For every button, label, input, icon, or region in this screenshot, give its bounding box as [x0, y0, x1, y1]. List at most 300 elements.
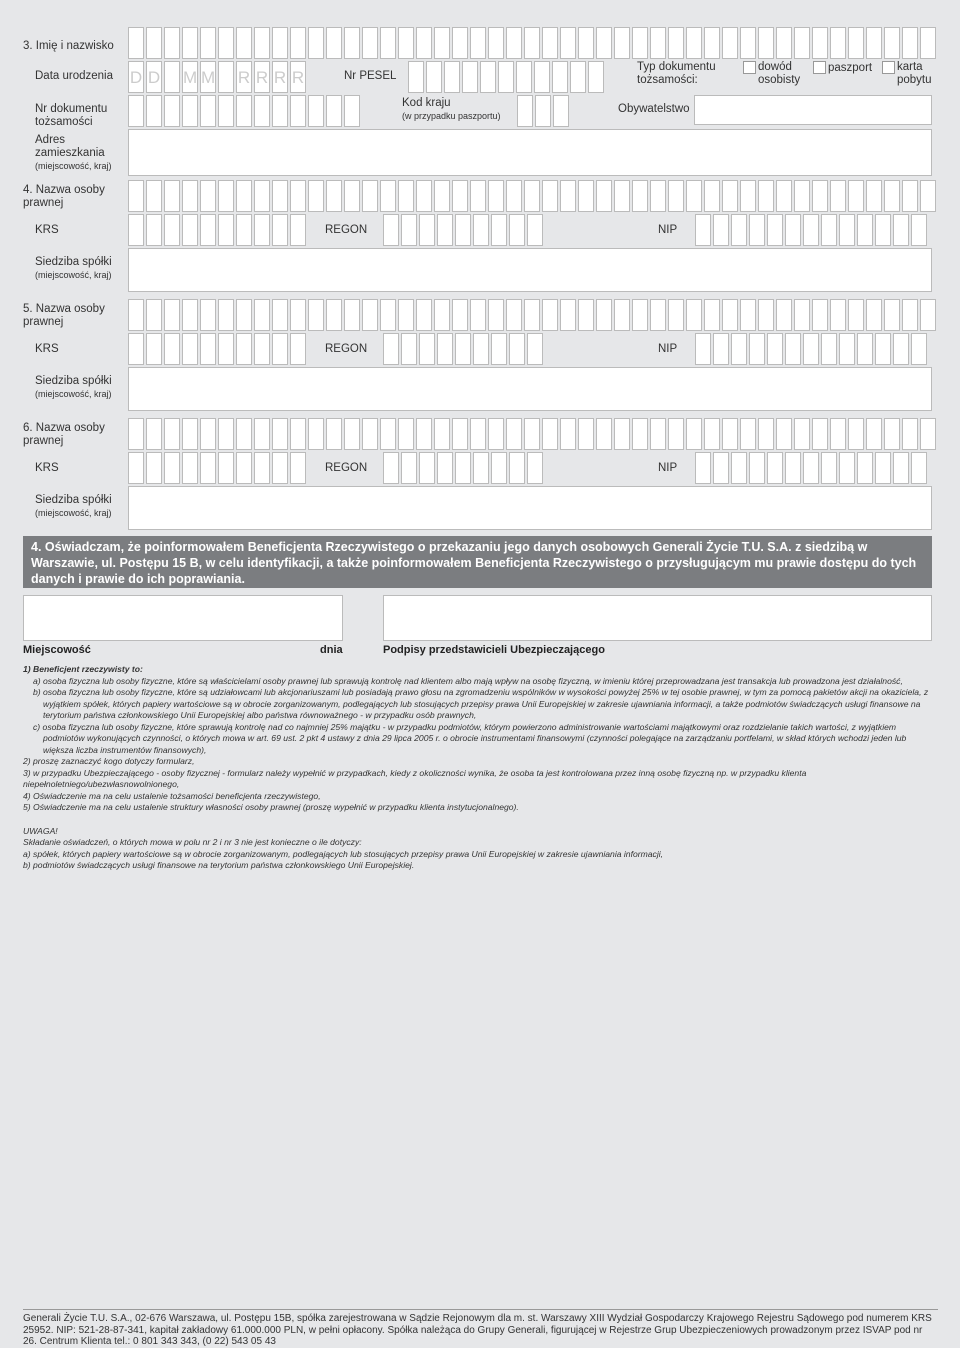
input-cell[interactable] [128, 418, 144, 450]
input-cell[interactable] [416, 299, 432, 331]
input-cell[interactable] [362, 299, 378, 331]
input-cell[interactable] [650, 27, 666, 59]
input-cell[interactable] [527, 452, 543, 484]
input-cell[interactable]: R [272, 61, 288, 93]
input-cell[interactable] [686, 299, 702, 331]
input-cell[interactable] [722, 27, 738, 59]
input-cell[interactable] [749, 452, 765, 484]
input-cell[interactable] [650, 418, 666, 450]
input-cell[interactable] [509, 452, 525, 484]
input-cell[interactable] [480, 61, 496, 93]
input-cell[interactable] [473, 214, 489, 246]
entity-name-cells[interactable] [128, 299, 938, 331]
input-cell[interactable] [383, 452, 399, 484]
input-cell[interactable] [542, 27, 558, 59]
input-cell[interactable] [416, 27, 432, 59]
input-cell[interactable] [731, 214, 747, 246]
input-cell[interactable] [893, 214, 909, 246]
input-cell[interactable] [542, 418, 558, 450]
seat-field[interactable] [128, 248, 932, 292]
input-cell[interactable] [498, 61, 514, 93]
input-cell[interactable] [570, 61, 586, 93]
input-cell[interactable] [596, 299, 612, 331]
input-cell[interactable] [803, 452, 819, 484]
input-cell[interactable] [362, 418, 378, 450]
input-cell[interactable] [686, 418, 702, 450]
input-cell[interactable] [437, 452, 453, 484]
input-cell[interactable] [524, 180, 540, 212]
input-cell[interactable] [713, 452, 729, 484]
pesel-cells[interactable] [408, 61, 606, 93]
input-cell[interactable] [578, 180, 594, 212]
input-cell[interactable] [830, 180, 846, 212]
input-cell[interactable] [488, 180, 504, 212]
input-cell[interactable] [875, 214, 891, 246]
input-cell[interactable] [182, 418, 198, 450]
input-cell[interactable] [524, 418, 540, 450]
input-cell[interactable] [146, 180, 162, 212]
input-cell[interactable] [848, 180, 864, 212]
input-cell[interactable] [362, 27, 378, 59]
input-cell[interactable] [452, 180, 468, 212]
input-cell[interactable] [812, 299, 828, 331]
input-cell[interactable] [272, 418, 288, 450]
input-cell[interactable] [488, 299, 504, 331]
input-cell[interactable] [182, 299, 198, 331]
input-cell[interactable] [200, 452, 216, 484]
input-cell[interactable] [821, 214, 837, 246]
input-cell[interactable] [767, 333, 783, 365]
input-cell[interactable] [236, 95, 252, 127]
input-cell[interactable] [200, 333, 216, 365]
input-cell[interactable] [254, 214, 270, 246]
input-cell[interactable]: R [254, 61, 270, 93]
input-cell[interactable] [776, 180, 792, 212]
input-cell[interactable] [326, 95, 342, 127]
input-cell[interactable] [434, 180, 450, 212]
input-cell[interactable] [695, 214, 711, 246]
entity-name-cells[interactable] [128, 418, 938, 450]
input-cell[interactable] [614, 27, 630, 59]
input-cell[interactable] [902, 299, 918, 331]
input-cell[interactable] [470, 27, 486, 59]
checkbox-passport[interactable] [813, 61, 826, 74]
input-cell[interactable] [668, 299, 684, 331]
input-cell[interactable] [200, 95, 216, 127]
input-cell[interactable] [902, 418, 918, 450]
input-cell[interactable] [164, 27, 180, 59]
input-cell[interactable] [146, 418, 162, 450]
input-cell[interactable] [884, 180, 900, 212]
input-cell[interactable] [344, 418, 360, 450]
input-cell[interactable] [488, 418, 504, 450]
input-cell[interactable] [128, 214, 144, 246]
input-cell[interactable] [848, 27, 864, 59]
input-cell[interactable] [839, 452, 855, 484]
input-cell[interactable] [542, 180, 558, 212]
input-cell[interactable] [182, 452, 198, 484]
input-cell[interactable] [686, 180, 702, 212]
input-cell[interactable]: M [200, 61, 216, 93]
input-cell[interactable] [731, 333, 747, 365]
input-cell[interactable] [182, 180, 198, 212]
input-cell[interactable] [668, 180, 684, 212]
input-cell[interactable] [803, 214, 819, 246]
input-cell[interactable] [401, 452, 417, 484]
input-cell[interactable] [920, 418, 936, 450]
input-cell[interactable] [776, 418, 792, 450]
input-cell[interactable] [596, 418, 612, 450]
input-cell[interactable] [866, 27, 882, 59]
input-cell[interactable] [588, 61, 604, 93]
input-cell[interactable] [218, 299, 234, 331]
input-cell[interactable] [452, 299, 468, 331]
input-cell[interactable] [326, 299, 342, 331]
input-cell[interactable] [632, 27, 648, 59]
input-cell[interactable] [812, 180, 828, 212]
input-cell[interactable] [506, 299, 522, 331]
input-cell[interactable] [758, 27, 774, 59]
input-cell[interactable] [308, 180, 324, 212]
input-cell[interactable]: D [146, 61, 162, 93]
input-cell[interactable] [182, 214, 198, 246]
input-cell[interactable] [380, 418, 396, 450]
input-cell[interactable] [182, 27, 198, 59]
input-cell[interactable] [308, 95, 324, 127]
input-cell[interactable] [470, 180, 486, 212]
input-cell[interactable] [290, 95, 306, 127]
input-cell[interactable] [740, 299, 756, 331]
input-cell[interactable] [236, 418, 252, 450]
input-cell[interactable] [290, 333, 306, 365]
input-cell[interactable] [803, 333, 819, 365]
input-cell[interactable] [857, 333, 873, 365]
input-cell[interactable] [614, 299, 630, 331]
input-cell[interactable] [236, 214, 252, 246]
input-cell[interactable] [731, 452, 747, 484]
doc-nr-cells[interactable] [128, 95, 362, 127]
input-cell[interactable]: M [182, 61, 198, 93]
input-cell[interactable] [146, 333, 162, 365]
input-cell[interactable] [740, 27, 756, 59]
input-cell[interactable] [416, 180, 432, 212]
input-cell[interactable] [839, 333, 855, 365]
input-cell[interactable] [218, 61, 234, 93]
input-cell[interactable] [535, 95, 551, 127]
input-cell[interactable] [290, 418, 306, 450]
input-cell[interactable] [290, 299, 306, 331]
input-cell[interactable] [398, 299, 414, 331]
input-cell[interactable] [452, 27, 468, 59]
input-cell[interactable] [416, 418, 432, 450]
input-cell[interactable] [560, 418, 576, 450]
input-cell[interactable] [254, 452, 270, 484]
input-cell[interactable] [704, 299, 720, 331]
input-cell[interactable] [272, 180, 288, 212]
input-cell[interactable] [506, 27, 522, 59]
input-cell[interactable] [857, 452, 873, 484]
input-cell[interactable] [128, 27, 144, 59]
input-cell[interactable] [344, 299, 360, 331]
input-cell[interactable]: R [236, 61, 252, 93]
input-cell[interactable] [236, 299, 252, 331]
input-cell[interactable] [758, 418, 774, 450]
dob-cells[interactable] [128, 61, 308, 93]
input-cell[interactable] [553, 95, 569, 127]
input-cell[interactable] [455, 452, 471, 484]
input-cell[interactable] [491, 452, 507, 484]
input-cell[interactable] [290, 27, 306, 59]
regon-cells[interactable] [383, 214, 545, 246]
input-cell[interactable] [218, 418, 234, 450]
nip-cells[interactable] [695, 452, 929, 484]
input-cell[interactable] [308, 418, 324, 450]
input-cell[interactable] [812, 418, 828, 450]
input-cell[interactable] [218, 333, 234, 365]
input-cell[interactable] [128, 333, 144, 365]
input-cell[interactable] [740, 180, 756, 212]
input-cell[interactable] [857, 214, 873, 246]
input-cell[interactable] [704, 418, 720, 450]
input-cell[interactable] [146, 27, 162, 59]
input-cell[interactable] [128, 180, 144, 212]
input-cell[interactable] [767, 214, 783, 246]
input-cell[interactable] [614, 418, 630, 450]
input-cell[interactable] [444, 61, 460, 93]
input-cell[interactable] [254, 27, 270, 59]
input-cell[interactable] [419, 214, 435, 246]
input-cell[interactable] [722, 180, 738, 212]
input-cell[interactable] [254, 95, 270, 127]
input-cell[interactable] [866, 180, 882, 212]
input-cell[interactable] [290, 180, 306, 212]
input-cell[interactable] [146, 299, 162, 331]
input-cell[interactable] [758, 299, 774, 331]
input-cell[interactable] [911, 333, 927, 365]
input-cell[interactable] [552, 61, 568, 93]
input-cell[interactable] [749, 333, 765, 365]
input-cell[interactable] [164, 61, 180, 93]
input-cell[interactable] [668, 418, 684, 450]
input-cell[interactable] [794, 180, 810, 212]
input-cell[interactable] [884, 418, 900, 450]
name-cells[interactable] [128, 27, 938, 59]
input-cell[interactable] [491, 214, 507, 246]
input-cell[interactable] [164, 299, 180, 331]
input-cell[interactable] [848, 299, 864, 331]
input-cell[interactable] [911, 214, 927, 246]
input-cell[interactable] [380, 299, 396, 331]
input-cell[interactable] [650, 299, 666, 331]
input-cell[interactable] [200, 418, 216, 450]
input-cell[interactable] [272, 95, 288, 127]
input-cell[interactable] [146, 95, 162, 127]
input-cell[interactable] [830, 299, 846, 331]
input-cell[interactable] [426, 61, 442, 93]
input-cell[interactable] [749, 214, 765, 246]
input-cell[interactable] [812, 27, 828, 59]
input-cell[interactable] [830, 27, 846, 59]
input-cell[interactable] [560, 299, 576, 331]
input-cell[interactable] [200, 299, 216, 331]
input-cell[interactable] [722, 418, 738, 450]
input-cell[interactable] [470, 299, 486, 331]
input-cell[interactable] [491, 333, 507, 365]
input-cell[interactable] [308, 299, 324, 331]
input-cell[interactable] [785, 333, 801, 365]
input-cell[interactable] [668, 27, 684, 59]
input-cell[interactable] [695, 333, 711, 365]
input-cell[interactable] [218, 95, 234, 127]
input-cell[interactable] [398, 180, 414, 212]
input-cell[interactable] [578, 418, 594, 450]
input-cell[interactable] [767, 452, 783, 484]
input-cell[interactable] [560, 180, 576, 212]
input-cell[interactable] [218, 452, 234, 484]
input-cell[interactable] [362, 180, 378, 212]
input-cell[interactable] [560, 27, 576, 59]
input-cell[interactable] [821, 333, 837, 365]
citizenship-field[interactable] [694, 95, 932, 125]
input-cell[interactable] [290, 214, 306, 246]
input-cell[interactable] [839, 214, 855, 246]
input-cell[interactable] [704, 27, 720, 59]
input-cell[interactable] [875, 452, 891, 484]
input-cell[interactable] [713, 214, 729, 246]
input-cell[interactable] [695, 452, 711, 484]
input-cell[interactable] [902, 180, 918, 212]
nip-cells[interactable] [695, 333, 929, 365]
input-cell[interactable] [182, 333, 198, 365]
input-cell[interactable] [650, 180, 666, 212]
input-cell[interactable] [473, 333, 489, 365]
input-cell[interactable] [527, 333, 543, 365]
nip-cells[interactable] [695, 214, 929, 246]
input-cell[interactable] [794, 27, 810, 59]
input-cell[interactable] [344, 180, 360, 212]
input-cell[interactable] [920, 27, 936, 59]
input-cell[interactable] [462, 61, 478, 93]
input-cell[interactable] [200, 27, 216, 59]
input-cell[interactable] [893, 452, 909, 484]
input-cell[interactable] [218, 180, 234, 212]
input-cell[interactable]: D [128, 61, 144, 93]
input-cell[interactable] [164, 452, 180, 484]
input-cell[interactable] [434, 27, 450, 59]
input-cell[interactable] [848, 418, 864, 450]
input-cell[interactable] [164, 418, 180, 450]
input-cell[interactable] [218, 214, 234, 246]
input-cell[interactable] [758, 180, 774, 212]
input-cell[interactable] [254, 299, 270, 331]
input-cell[interactable] [455, 214, 471, 246]
input-cell[interactable] [254, 180, 270, 212]
country-cells[interactable] [517, 95, 571, 127]
input-cell[interactable] [542, 299, 558, 331]
input-cell[interactable] [326, 418, 342, 450]
input-cell[interactable] [164, 95, 180, 127]
input-cell[interactable] [902, 27, 918, 59]
input-cell[interactable] [866, 418, 882, 450]
input-cell[interactable] [164, 214, 180, 246]
regon-cells[interactable] [383, 333, 545, 365]
input-cell[interactable] [236, 180, 252, 212]
input-cell[interactable] [578, 299, 594, 331]
input-cell[interactable] [884, 27, 900, 59]
input-cell[interactable] [704, 180, 720, 212]
input-cell[interactable] [182, 95, 198, 127]
input-cell[interactable] [401, 214, 417, 246]
input-cell[interactable] [794, 299, 810, 331]
input-cell[interactable] [200, 214, 216, 246]
input-cell[interactable] [509, 214, 525, 246]
input-cell[interactable] [401, 333, 417, 365]
input-cell[interactable] [437, 214, 453, 246]
input-cell[interactable] [776, 299, 792, 331]
input-cell[interactable] [524, 299, 540, 331]
krs-cells[interactable] [128, 452, 308, 484]
input-cell[interactable] [920, 299, 936, 331]
input-cell[interactable] [383, 333, 399, 365]
input-cell[interactable] [408, 61, 424, 93]
input-cell[interactable] [434, 299, 450, 331]
input-cell[interactable] [455, 333, 471, 365]
input-cell[interactable] [452, 418, 468, 450]
input-cell[interactable] [272, 27, 288, 59]
input-cell[interactable] [509, 333, 525, 365]
input-cell[interactable] [517, 95, 533, 127]
input-cell[interactable] [419, 333, 435, 365]
input-cell[interactable] [200, 180, 216, 212]
checkbox-id-card[interactable] [743, 61, 756, 74]
input-cell[interactable] [473, 452, 489, 484]
input-cell[interactable] [254, 333, 270, 365]
input-cell[interactable] [488, 27, 504, 59]
input-cell[interactable] [218, 27, 234, 59]
input-cell[interactable] [527, 214, 543, 246]
input-cell[interactable] [632, 418, 648, 450]
entity-name-cells[interactable] [128, 180, 938, 212]
input-cell[interactable] [776, 27, 792, 59]
input-cell[interactable] [128, 452, 144, 484]
input-cell[interactable] [128, 299, 144, 331]
input-cell[interactable] [326, 27, 342, 59]
input-cell[interactable] [884, 299, 900, 331]
input-cell[interactable] [821, 452, 837, 484]
input-cell[interactable] [164, 180, 180, 212]
address-field[interactable] [128, 129, 932, 176]
input-cell[interactable] [419, 452, 435, 484]
signature-field[interactable] [383, 595, 932, 641]
input-cell[interactable] [380, 180, 396, 212]
input-cell[interactable] [893, 333, 909, 365]
input-cell[interactable] [866, 299, 882, 331]
input-cell[interactable] [398, 418, 414, 450]
input-cell[interactable] [146, 214, 162, 246]
input-cell[interactable] [236, 27, 252, 59]
input-cell[interactable] [632, 299, 648, 331]
krs-cells[interactable] [128, 214, 308, 246]
input-cell[interactable] [290, 452, 306, 484]
input-cell[interactable] [920, 180, 936, 212]
input-cell[interactable]: R [290, 61, 306, 93]
input-cell[interactable] [785, 214, 801, 246]
input-cell[interactable] [470, 418, 486, 450]
input-cell[interactable] [596, 180, 612, 212]
input-cell[interactable] [534, 61, 550, 93]
input-cell[interactable] [272, 333, 288, 365]
input-cell[interactable] [272, 214, 288, 246]
